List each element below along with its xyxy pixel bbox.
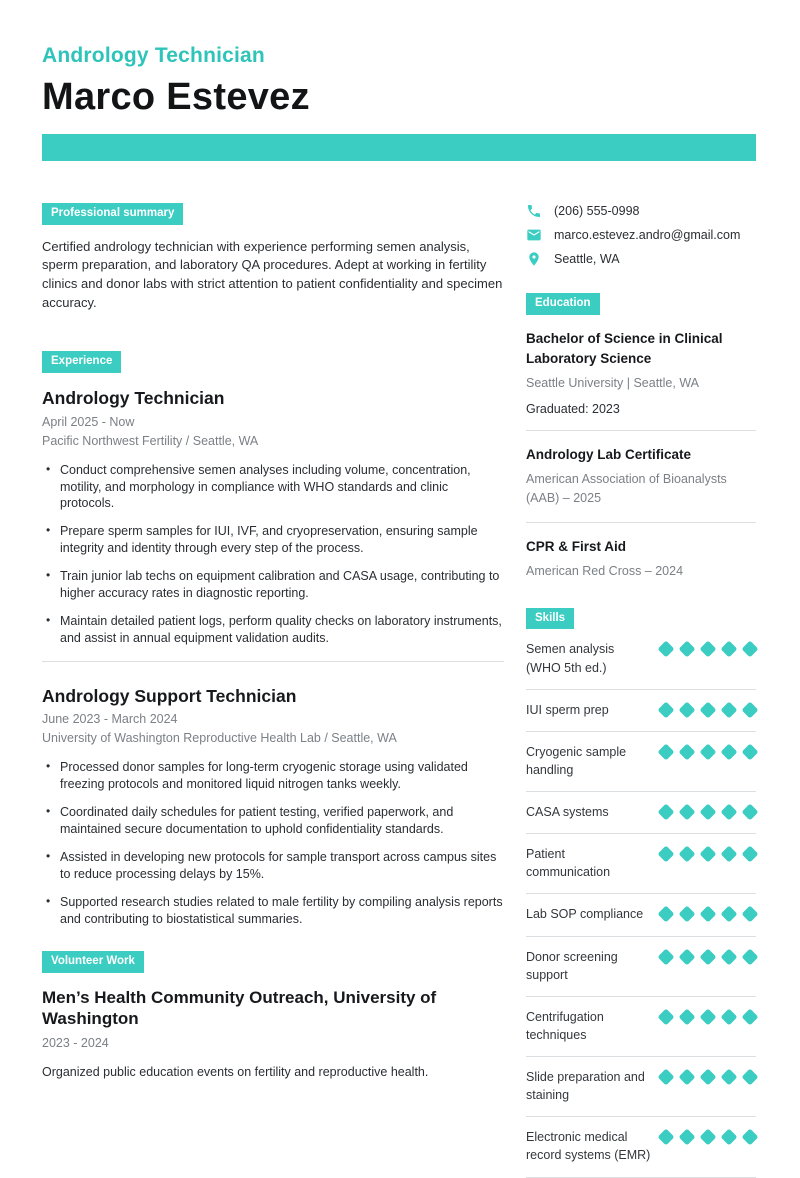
education-subtitle: American Red Cross – 2024 bbox=[526, 563, 684, 578]
right-column bbox=[526, 203, 756, 1178]
skill-diamond-icon bbox=[658, 846, 675, 863]
left-column bbox=[42, 203, 504, 1178]
skill-row bbox=[526, 1117, 756, 1177]
skill-diamond-icon bbox=[679, 948, 696, 965]
job-bullet: • Assisted in developing new protocols for sample transport across campus sites to reduce processing delays by 15%. bbox=[46, 849, 504, 883]
skill-diamond-icon bbox=[658, 906, 675, 923]
skill-diamond-icon bbox=[700, 641, 717, 658]
skill-rating bbox=[651, 803, 756, 818]
volunteer-section bbox=[42, 951, 504, 1081]
skill-diamond-icon bbox=[679, 701, 696, 718]
skill-row bbox=[526, 1057, 756, 1117]
skill-diamond-icon bbox=[700, 701, 717, 718]
professional-summary-text: Certified andrology technician with experience performing semen analysis, sperm preparation, and laboratory QA procedures. Adept at working in fertility clinics and donor labs with strict attention to patient confidentiality and specimen accuracy. bbox=[42, 238, 503, 311]
contact-location bbox=[526, 251, 756, 267]
skill-label: Semen analysis (WHO 5th ed.) bbox=[526, 642, 615, 675]
job-bullet: • Processed donor samples for long-term cryogenic storage using validated freezing protocols and monitored liquid nitrogen tanks weekly. bbox=[46, 759, 504, 793]
skill-diamond-icon bbox=[679, 1008, 696, 1025]
resume-header bbox=[42, 44, 756, 161]
volunteer-description: Organized public education events on fertility and reproductive health. bbox=[42, 1064, 429, 1079]
skill-diamond-icon bbox=[679, 743, 696, 760]
contact-phone-text: (206) 555-0998 bbox=[554, 203, 640, 218]
skill-label: Cryogenic sample handling bbox=[526, 744, 627, 777]
skill-diamond-icon bbox=[658, 804, 675, 821]
job-org-location: Pacific Northwest Fertility / Seattle, WA bbox=[42, 433, 259, 448]
skill-label: Slide preparation and staining bbox=[526, 1070, 645, 1103]
job-bullet-list bbox=[46, 462, 504, 647]
skills-section bbox=[526, 608, 756, 630]
skill-row bbox=[526, 690, 756, 732]
experience-divider bbox=[42, 661, 504, 662]
education-subtitle: American Association of Bioanalysts (AAB) – 2025 bbox=[526, 472, 727, 505]
skill-diamond-icon bbox=[700, 804, 717, 821]
section-badge-experience: Experience bbox=[42, 351, 121, 373]
skill-rating bbox=[651, 640, 756, 655]
job-title: Andrology Support Technician bbox=[42, 685, 297, 706]
contact-location-text: Seattle, WA bbox=[554, 251, 620, 266]
education-section bbox=[526, 293, 756, 315]
skill-diamond-icon bbox=[679, 906, 696, 923]
skill-row bbox=[526, 997, 756, 1057]
skill-rating bbox=[651, 1008, 756, 1023]
skill-rating bbox=[651, 845, 756, 860]
skill-diamond-icon bbox=[742, 804, 759, 821]
skill-diamond-icon bbox=[721, 1008, 738, 1025]
contact-email bbox=[526, 227, 756, 243]
skill-diamond-icon bbox=[658, 1008, 675, 1025]
skill-diamond-icon bbox=[658, 701, 675, 718]
skill-diamond-icon bbox=[742, 1129, 759, 1146]
job-dates: June 2023 - March 2024 bbox=[42, 712, 178, 727]
skill-label: Centrifugation techniques bbox=[526, 1009, 604, 1042]
skill-diamond-icon bbox=[679, 846, 696, 863]
job-dates: April 2025 - Now bbox=[42, 414, 135, 429]
skill-diamond-icon bbox=[721, 1069, 738, 1086]
job-bullet: • Train junior lab techs on equipment calibration and CASA usage, contributing to higher accuracy rates in diagnostic reporting. bbox=[46, 568, 504, 602]
contact-phone bbox=[526, 203, 756, 219]
section-badge-volunteer-work: Volunteer Work bbox=[42, 951, 144, 973]
education-divider bbox=[526, 430, 756, 431]
job-bullet: • Maintain detailed patient logs, perform quality checks on laboratory instruments, and assist in annual equipment validation audits. bbox=[46, 613, 504, 647]
skill-diamond-icon bbox=[721, 641, 738, 658]
skill-rating bbox=[651, 1128, 756, 1143]
volunteer-dates: 2023 - 2024 bbox=[42, 1035, 109, 1050]
job-bullet: • Supported research studies related to male fertility by compiling analysis reports and contributing to biostatistical summaries. bbox=[46, 894, 504, 928]
skill-label: IUI sperm prep bbox=[526, 702, 609, 717]
skill-diamond-icon bbox=[721, 1129, 738, 1146]
skill-diamond-icon bbox=[679, 1129, 696, 1146]
skill-rating bbox=[651, 1068, 756, 1083]
contact-email-text: marco.estevez.andro@gmail.com bbox=[554, 227, 741, 242]
education-title: Andrology Lab Certificate bbox=[526, 446, 692, 462]
skill-row bbox=[526, 894, 756, 936]
section-badge-skills: Skills bbox=[526, 608, 574, 630]
skill-diamond-icon bbox=[700, 846, 717, 863]
job-bullet: • Coordinated daily schedules for patient testing, verified paperwork, and maintained secure documentation to uphold confidentiality standards. bbox=[46, 804, 504, 838]
skill-diamond-icon bbox=[679, 1069, 696, 1086]
skill-diamond-icon bbox=[742, 1008, 759, 1025]
education-subtitle: Seattle University | Seattle, WA bbox=[526, 376, 699, 391]
experience-item bbox=[42, 388, 504, 647]
skill-label: CASA systems bbox=[526, 805, 609, 820]
skill-diamond-icon bbox=[721, 743, 738, 760]
skill-row bbox=[526, 732, 756, 792]
email-icon bbox=[526, 227, 542, 243]
skill-diamond-icon bbox=[658, 948, 675, 965]
education-item bbox=[526, 445, 756, 508]
skill-label: Donor screening support bbox=[526, 949, 618, 982]
section-badge-education: Education bbox=[526, 293, 600, 315]
skill-row bbox=[526, 834, 756, 894]
skill-diamond-icon bbox=[721, 906, 738, 923]
skill-row bbox=[526, 937, 756, 997]
skill-diamond-icon bbox=[700, 906, 717, 923]
resume-columns bbox=[42, 203, 756, 1178]
skill-diamond-icon bbox=[658, 1069, 675, 1086]
skill-diamond-icon bbox=[742, 846, 759, 863]
phone-icon bbox=[526, 203, 542, 219]
skill-diamond-icon bbox=[721, 804, 738, 821]
person-name: Marco Estevez bbox=[42, 76, 310, 118]
location-pin-icon bbox=[526, 251, 542, 267]
job-title: Andrology Technician bbox=[42, 387, 225, 408]
skill-diamond-icon bbox=[700, 1069, 717, 1086]
role-title: Andrology Technician bbox=[42, 44, 265, 67]
job-bullet-list bbox=[46, 759, 504, 927]
education-graduated: Graduated: 2023 bbox=[526, 401, 620, 416]
skill-label: Patient communication bbox=[526, 847, 611, 880]
education-item bbox=[526, 329, 756, 416]
skill-diamond-icon bbox=[658, 1129, 675, 1146]
skill-diamond-icon bbox=[721, 701, 738, 718]
job-org-location: University of Washington Reproductive Health Lab / Seattle, WA bbox=[42, 731, 397, 746]
skill-diamond-icon bbox=[721, 948, 738, 965]
skill-rating bbox=[651, 701, 756, 716]
skill-diamond-icon bbox=[742, 641, 759, 658]
skill-diamond-icon bbox=[742, 701, 759, 718]
skill-diamond-icon bbox=[700, 743, 717, 760]
skill-rating bbox=[651, 948, 756, 963]
skill-diamond-icon bbox=[658, 743, 675, 760]
education-item bbox=[526, 537, 756, 581]
education-title: Bachelor of Science in Clinical Laboratory Science bbox=[526, 330, 723, 366]
job-bullet: • Conduct comprehensive semen analyses including volume, concentration, motility, and morphology in compliance with WHO standards and clinic protocols. bbox=[46, 462, 504, 513]
skill-diamond-icon bbox=[700, 1129, 717, 1146]
accent-bar bbox=[42, 134, 756, 161]
skill-diamond-icon bbox=[742, 743, 759, 760]
skill-row bbox=[526, 629, 756, 689]
education-divider bbox=[526, 522, 756, 523]
skill-rating bbox=[651, 743, 756, 758]
skill-label: Electronic medical record systems (EMR) bbox=[526, 1130, 651, 1163]
skill-diamond-icon bbox=[679, 641, 696, 658]
skill-diamond-icon bbox=[700, 948, 717, 965]
education-title: CPR & First Aid bbox=[526, 538, 627, 554]
skill-diamond-icon bbox=[742, 948, 759, 965]
skill-rating bbox=[651, 905, 756, 920]
skill-diamond-icon bbox=[742, 906, 759, 923]
experience-item bbox=[42, 686, 504, 928]
skill-row bbox=[526, 792, 756, 834]
skill-diamond-icon bbox=[658, 641, 675, 658]
skill-label: Lab SOP compliance bbox=[526, 907, 644, 922]
skill-diamond-icon bbox=[700, 1008, 717, 1025]
section-badge-professional-summary: Professional summary bbox=[42, 203, 183, 225]
skill-diamond-icon bbox=[742, 1069, 759, 1086]
job-bullet: • Prepare sperm samples for IUI, IVF, and cryopreservation, ensuring sample integrity and identity through every step of the process. bbox=[46, 523, 504, 557]
skill-diamond-icon bbox=[721, 846, 738, 863]
volunteer-title: Men’s Health Community Outreach, University of Washington bbox=[42, 988, 437, 1029]
skill-diamond-icon bbox=[679, 804, 696, 821]
